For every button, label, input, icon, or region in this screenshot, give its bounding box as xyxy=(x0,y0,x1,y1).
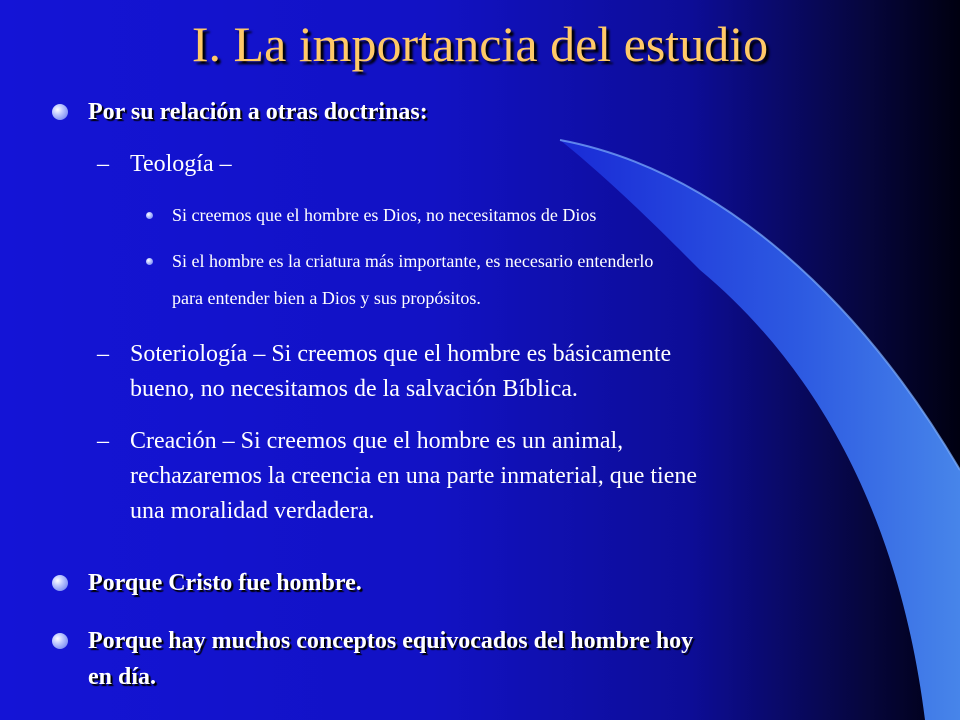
bullet-text-line2: en día. xyxy=(88,664,157,690)
dash-icon: – xyxy=(97,151,109,177)
bullet-text-line1: Porque hay muchos conceptos equivocados del hombre hoy xyxy=(88,628,694,654)
dash-icon: – xyxy=(97,428,109,454)
sub-item-text-line1: Creación – Si creemos que el hombre es un animal, xyxy=(130,428,624,454)
bullet-icon xyxy=(146,258,153,265)
bullet-icon xyxy=(52,633,68,649)
subsub-item-text: Si creemos que el hombre es Dios, no necesitamos de Dios xyxy=(172,205,597,225)
sub-item-text-line2: bueno, no necesitamos de la salvación Bíblica. xyxy=(130,376,578,402)
bullet-icon xyxy=(52,104,68,120)
sub-item-text-line3: una moralidad verdadera. xyxy=(130,498,375,524)
subsub-item-text-line1: Si el hombre es la criatura más importante, es necesario entenderlo xyxy=(172,251,654,271)
sub-item-text-line1: Soteriología – Si creemos que el hombre es básicamente xyxy=(130,341,672,367)
sub-item-text: Teología – xyxy=(130,151,232,177)
bullet-icon xyxy=(52,575,68,591)
sub-item-text-line2: rechazaremos la creencia en una parte inmaterial, que tiene xyxy=(130,463,697,489)
bullet-text: Por su relación a otras doctrinas: xyxy=(88,99,428,125)
bullet-text: Porque Cristo fue hombre. xyxy=(88,570,362,596)
bullet-icon xyxy=(146,212,153,219)
dash-icon: – xyxy=(97,341,109,367)
slide-title: I. La importancia del estudio xyxy=(191,16,769,72)
subsub-item-text-line2: para entender bien a Dios y sus propósitos. xyxy=(172,288,481,308)
